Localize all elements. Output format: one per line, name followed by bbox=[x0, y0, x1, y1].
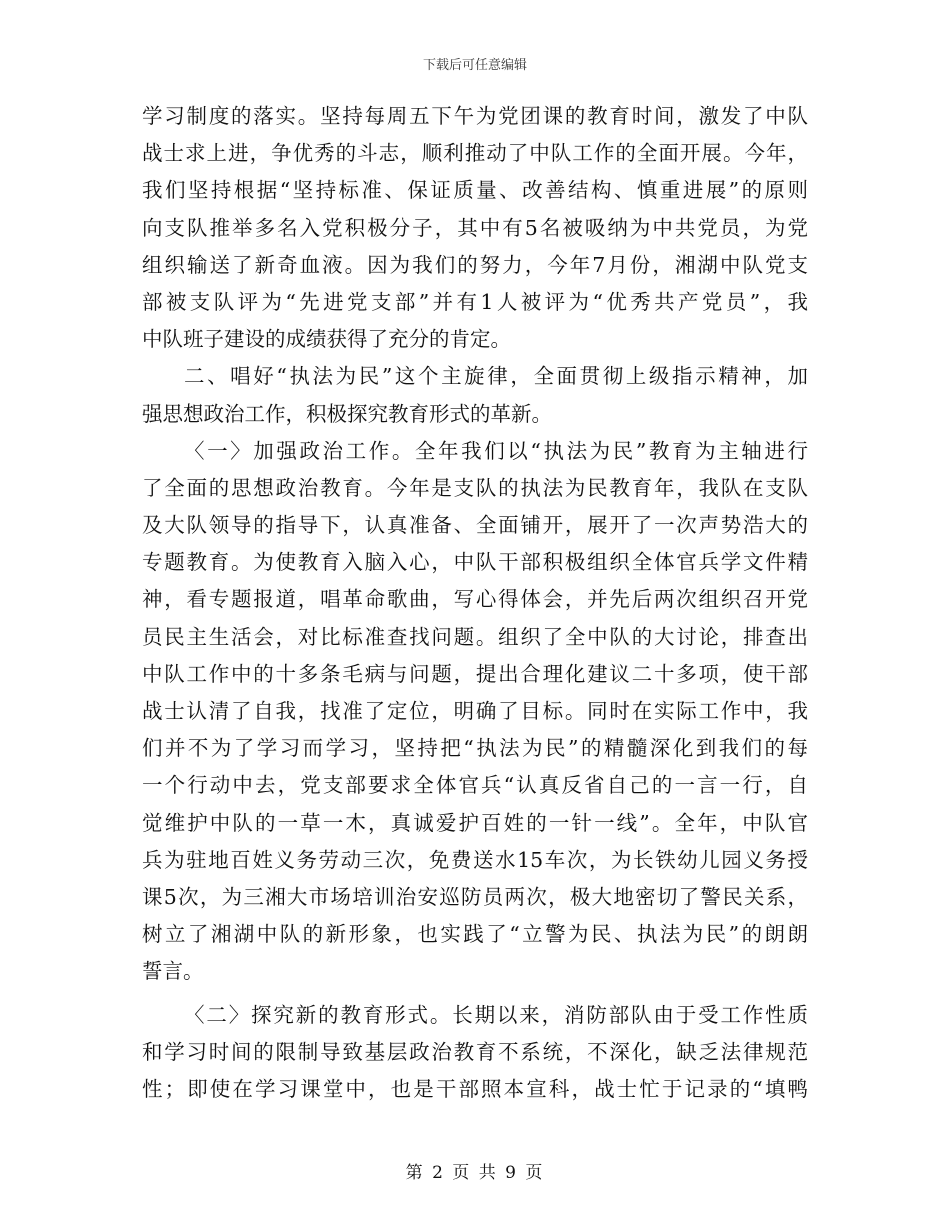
paragraph bbox=[142, 98, 808, 358]
text-line: 神，看专题报道，唱革命歌曲，写心得体会，并先后两次组织召开党 bbox=[142, 587, 808, 612]
text-line: 战士求上进，争优秀的斗志，顺利推动了中队工作的全面开展。今年， bbox=[142, 141, 808, 166]
text-line: 我们坚持根据“坚持标准、保证质量、改善结构、慎重进展”的原则 bbox=[142, 178, 808, 203]
text-line: 了全面的思想政治教育。今年是支队的执法为民教育年，我队在支队 bbox=[142, 475, 808, 500]
text-line: 及大队领导的指导下，认真准备、全面铺开，展开了一次声势浩大的 bbox=[142, 513, 808, 538]
text-line: 组织输送了新奇血液。因为我们的努力，今年7月份，湘湖中队党支 bbox=[142, 252, 808, 277]
paragraph bbox=[142, 358, 808, 432]
text-line: 树立了湘湖中队的新形象，也实践了“立警为民、执法为民”的朗朗 bbox=[142, 922, 808, 947]
text-line: 学习制度的落实。坚持每周五下午为党团课的教育时间，激发了中队 bbox=[142, 104, 808, 128]
document-body bbox=[142, 98, 808, 1108]
text-line: 专题教育。为使教育入脑入心，中队干部积极组织全体官兵学文件精 bbox=[142, 550, 808, 575]
text-line: 们并不为了学习而学习，坚持把“执法为民”的精髓深化到我们的每 bbox=[142, 736, 808, 761]
text-line: 员民主生活会，对比标准查找问题。组织了全中队的大讨论，排查出 bbox=[142, 624, 808, 649]
text-line: 觉维护中队的一草一木，真诚爱护百姓的一针一线”。全年，中队官 bbox=[142, 810, 808, 835]
text-line: 二、唱好“执法为民”这个主旋律，全面贯彻上级指示精神，加 bbox=[184, 364, 808, 389]
text-line: 战士认清了自我，找准了定位，明确了目标。同时在实际工作中，我 bbox=[142, 699, 808, 723]
text-line: 誓言。 bbox=[142, 959, 204, 984]
text-line: 部被支队评为“先进党支部”并有1人被评为“优秀共产党员”，我 bbox=[142, 289, 808, 314]
text-line: 中队班子建设的成绩获得了充分的肯定。 bbox=[142, 327, 511, 352]
text-line: 一个行动中去，党支部要求全体官兵“认真反省自己的一言一行，自 bbox=[142, 773, 808, 798]
page-header: 下载后可任意编辑 bbox=[422, 58, 527, 73]
text-line: 〈一〉加强政治工作。全年我们以“执法为民”教育为主轴进行 bbox=[184, 438, 808, 463]
paragraph bbox=[142, 433, 808, 991]
text-line: 〈二〉探究新的教育形式。长期以来，消防部队由于受工作性质 bbox=[184, 1002, 808, 1027]
text-line: 兵为驻地百姓义务劳动三次，免费送水15车次，为长铁幼儿园义务授 bbox=[142, 847, 808, 872]
text-line: 强思想政治工作，积极探究教育形式的革新。 bbox=[142, 401, 552, 426]
paragraph bbox=[142, 997, 808, 1109]
text-line: 性；即使在学习课堂中，也是干部照本宣科，战士忙于记录的“填鸭 bbox=[142, 1076, 808, 1101]
text-line: 中队工作中的十多条毛病与问题，提出合理化建议二十多项，使干部 bbox=[142, 661, 808, 686]
text-line: 课5次，为三湘大市场培训治安巡防员两次，极大地密切了警民关系， bbox=[142, 884, 808, 909]
text-line: 和学习时间的限制导致基层政治教育不系统，不深化，缺乏法律规范 bbox=[142, 1039, 808, 1064]
text-line: 向支队推举多名入党积极分子，其中有5名被吸纳为中共党员，为党 bbox=[142, 215, 808, 240]
page-footer: 第 2 页 共 9 页 bbox=[405, 1163, 545, 1183]
